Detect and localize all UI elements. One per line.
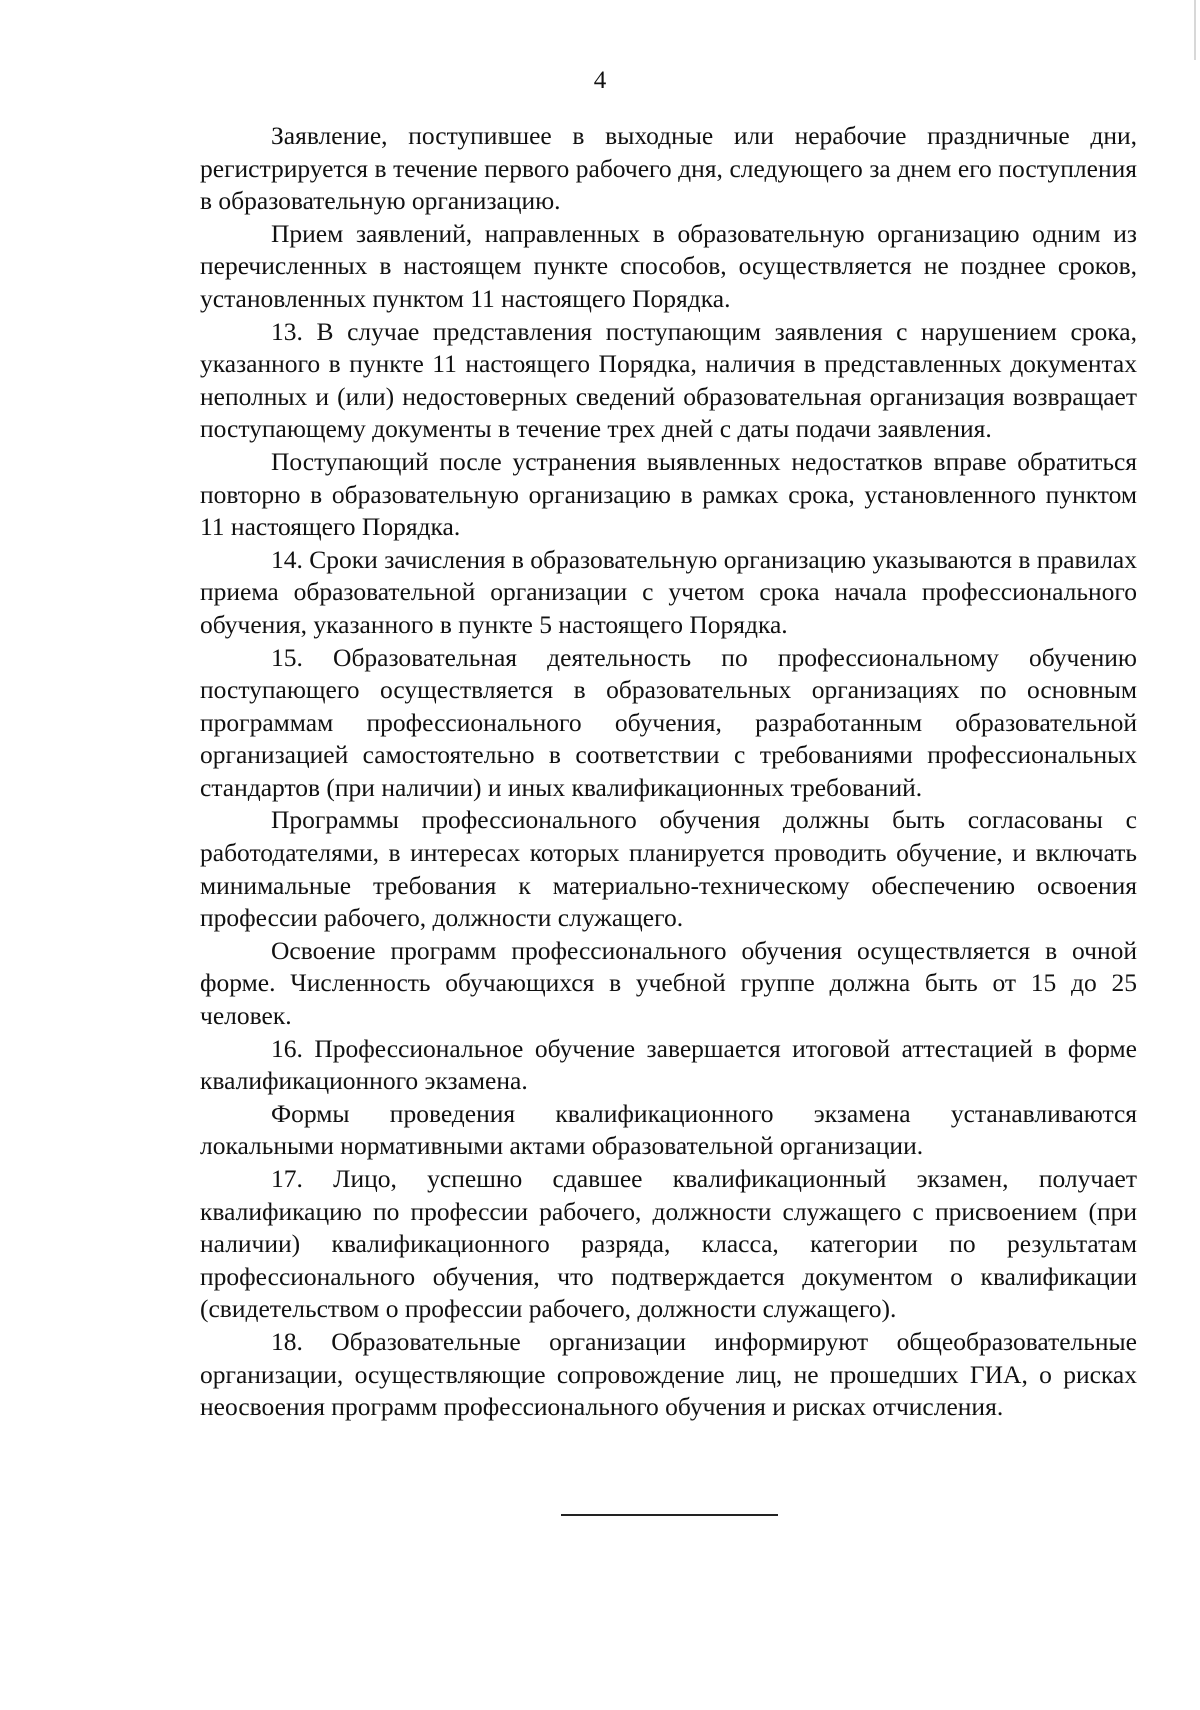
paragraph-item-18: 18. Образовательные организации информируют общеобразовательные организации, осуществляющие сопровождение лиц, не прошедших ГИА, о рисках неосвоения программ профессионального обучения и рисках отчисления. — [200, 1326, 1137, 1422]
end-of-document-rule — [561, 1514, 778, 1516]
document-body — [200, 120, 1137, 1424]
paragraph-item-14: 14. Сроки зачисления в образовательную организацию указываются в правилах приема образовательной организации с учетом срока начала профессионального обучения, указанного в пункте 5 настоящего Порядка. — [200, 544, 1137, 639]
scan-edge-mark — [1194, 0, 1196, 60]
paragraph-program-approval: Программы профессионального обучения должны быть согласованы с работодателями, в интересах которых планируется проводить обучение, и включать минимальные требования к материально-техническому обеспечению освоения профессии рабочего, должности служащего. — [200, 805, 1137, 933]
paragraph-resubmission: Поступающий после устранения выявленных недостатков вправе обратиться повторно в образовательную организацию в рамках срока, установленного пунктом 11 настоящего Порядка. — [200, 446, 1137, 542]
paragraph-exam-forms: Формы проведения квалификационного экзамена устанавливаются локальными нормативными актами образовательной организации. — [200, 1098, 1137, 1161]
paragraph-weekend-registration: Заявление, поступившее в выходные или нерабочие праздничные дни, регистрируется в течение первого рабочего дня, следующего за днем его поступления в образовательную организацию. — [200, 121, 1137, 216]
paragraph-item-13: 13. В случае представления поступающим заявления с нарушением срока, указанного в пункте 11 настоящего Порядка, наличия в представленных документах неполных и (или) недостоверных сведений образовательная организация возвращает поступающему документы в течение трех дней с даты подачи заявления. — [200, 316, 1137, 444]
paragraph-application-deadline: Прием заявлений, направленных в образовательную организацию одним из перечисленных в настоящем пункте способов, осуществляется не позднее сроков, установленных пунктом 11 настоящего Порядка. — [200, 218, 1137, 313]
paragraph-item-16: 16. Профессиональное обучение завершается итоговой аттестацией в форме квалификационного экзамена. — [200, 1033, 1137, 1096]
page-number: 4 — [593, 67, 607, 94]
paragraph-group-size: Освоение программ профессионального обучения осуществляется в очной форме. Численность обучающихся в учебной группе должна быть от 15 до 25 человек. — [200, 935, 1137, 1031]
paragraph-item-15: 15. Образовательная деятельность по профессиональному обучению поступающего осуществляется в образовательных организациях по основным программам профессионального обучения, разработанным образовательной организацией самостоятельно в соответствии с требованиями профессиональных стандартов (при наличии) и иных квалификационных требований. — [200, 642, 1137, 802]
paragraph-item-17: 17. Лицо, успешно сдавшее квалификационный экзамен, получает квалификацию по профессии рабочего, должности служащего с присвоением (при наличии) квалификационного разряда, класса, категории по результатам профессионального обучения, что подтверждается документом о квалификации (свидетельством о профессии рабочего, должности служащего). — [200, 1164, 1137, 1324]
